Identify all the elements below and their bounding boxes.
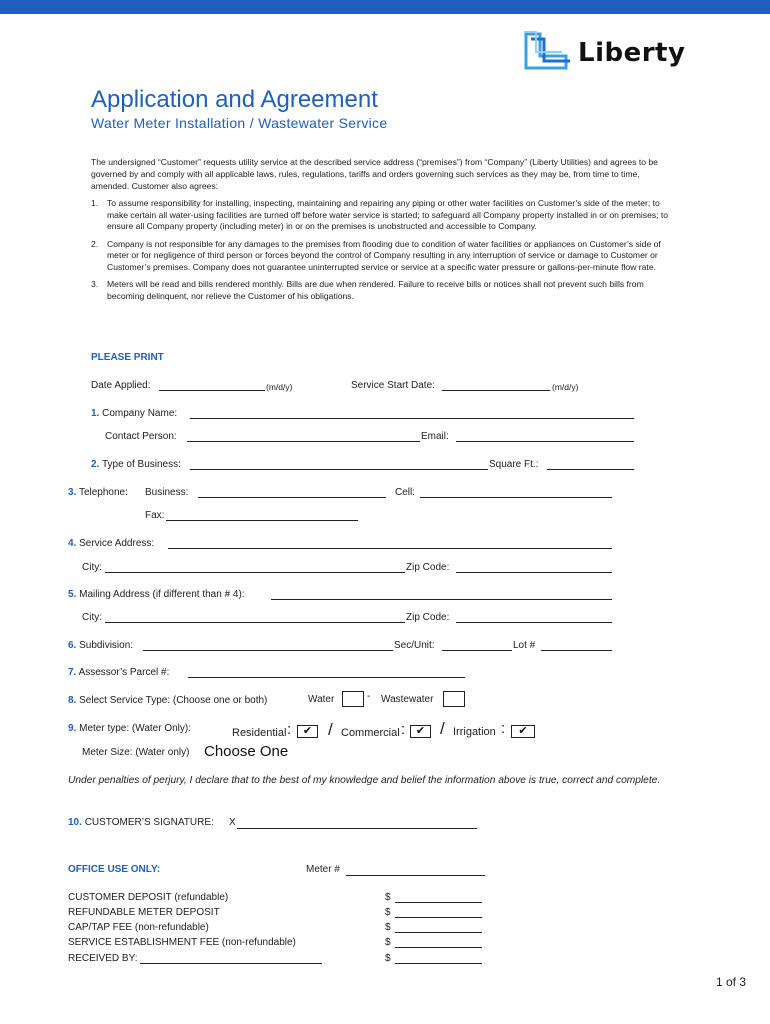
meter-number-label: Meter #	[306, 864, 340, 875]
currency-symbol: $	[385, 953, 391, 964]
city-label: City:	[82, 562, 102, 573]
lot-field[interactable]	[541, 650, 612, 651]
liberty-logo-text: Liberty	[578, 38, 686, 68]
office-use-heading: OFFICE USE ONLY:	[68, 864, 161, 875]
square-ft-field[interactable]	[547, 469, 634, 470]
meter-size-label: Meter Size: (Water only)	[82, 747, 190, 758]
terms-list	[91, 198, 671, 308]
cell-field[interactable]	[420, 497, 612, 498]
service-address-label	[68, 538, 154, 549]
lot-label: Lot #	[513, 640, 536, 651]
item-number: 1.	[91, 408, 100, 419]
fee-row-label: CUSTOMER DEPOSIT (refundable)	[68, 892, 229, 903]
water-checkbox[interactable]	[342, 691, 364, 707]
item-number: 6.	[68, 640, 77, 651]
page-subtitle: Water Meter Installation / Wastewater Service	[91, 115, 388, 131]
business-type-label	[91, 459, 181, 470]
term-number: 3.	[91, 279, 99, 289]
meter-number-field[interactable]	[346, 875, 485, 876]
fee-amount-field[interactable]	[395, 947, 482, 948]
fee-amount-field[interactable]	[395, 917, 482, 918]
business-type-field[interactable]	[190, 469, 488, 470]
zip-code-label: Zip Code:	[406, 562, 450, 573]
mailing-address-text: Mailing Address (if different than # 4):	[79, 589, 245, 600]
meter-separator: /	[440, 719, 445, 738]
date-applied-format: (m/d/y)	[266, 382, 293, 392]
service-start-format: (m/d/y)	[552, 382, 579, 392]
commercial-colon: :	[401, 721, 406, 738]
subdivision-text: Subdivision:	[79, 640, 134, 651]
company-name-text: Company Name:	[102, 408, 178, 419]
service-start-label: Service Start Date:	[351, 380, 435, 391]
item-number: 4.	[68, 538, 77, 549]
zip-code-field[interactable]	[456, 572, 612, 573]
service-start-field[interactable]	[442, 390, 550, 391]
currency-symbol: $	[385, 892, 391, 903]
mailing-city-label: City:	[82, 612, 102, 623]
fee-row-label: SERVICE ESTABLISHMENT FEE (non-refundable)	[68, 937, 296, 948]
residential-label: Residential	[232, 727, 287, 739]
currency-symbol: $	[385, 937, 391, 948]
signature-field[interactable]	[237, 828, 477, 829]
term-item	[91, 279, 671, 302]
commercial-label: Commercial	[341, 727, 400, 739]
date-applied-label: Date Applied:	[91, 380, 151, 391]
date-applied-field[interactable]	[159, 390, 265, 391]
signature-x: X	[229, 817, 236, 828]
meter-type-label	[68, 723, 191, 734]
mailing-zip-label: Zip Code:	[406, 612, 450, 623]
currency-symbol: $	[385, 922, 391, 933]
assessor-parcel-label	[68, 667, 169, 678]
telephone-text: Telephone:	[78, 487, 128, 498]
item-number: 10.	[68, 817, 82, 828]
fee-row-label: RECEIVED BY:	[68, 953, 138, 964]
term-text: To assume responsibility for installing, inspecting, maintaining and repairing any piping or other water facilities on Customer’s side of the meter; to make certain all water-using facilities are turned off before water service is started; to safeguard all Company property installed in or on premises; to ensure all Company property (including meter) in or on the premises is unobstructed and accessible to Company.	[107, 198, 669, 231]
fee-amount-field[interactable]	[395, 963, 482, 964]
square-ft-label: Square Ft.:	[489, 459, 539, 470]
item-number: 9.	[68, 723, 77, 734]
item-number: 8.	[68, 695, 77, 706]
cell-label: Cell:	[395, 487, 416, 498]
meter-size-select[interactable]: Choose One	[204, 743, 289, 760]
email-field[interactable]	[456, 441, 634, 442]
term-text: Meters will be read and bills rendered monthly. Bills are due when rendered. Failure to receive bills or notices shall not prevent such bills from becoming delinquent, nor relieve the Customer of his obligations.	[107, 279, 644, 301]
signature-text: CUSTOMER’S SIGNATURE:	[84, 817, 214, 828]
wastewater-label: Wastewater	[381, 694, 434, 705]
wastewater-checkbox[interactable]	[443, 691, 465, 707]
contact-person-field[interactable]	[187, 441, 420, 442]
service-type-label	[68, 695, 267, 706]
company-name-field[interactable]	[190, 418, 634, 419]
subdivision-field[interactable]	[143, 650, 393, 651]
business-phone-label: Business:	[145, 487, 189, 498]
perjury-statement: Under penalties of perjury, I declare that to the best of my knowledge and belief the information above is true, correct and complete.	[68, 775, 661, 786]
fee-row-label: REFUNDABLE METER DEPOSIT	[68, 907, 220, 918]
company-name-label	[91, 408, 177, 419]
item-number: 2.	[91, 459, 100, 470]
irrigation-checkbox[interactable]: ✔	[511, 725, 535, 738]
assessor-parcel-field[interactable]	[188, 677, 465, 678]
email-label: Email:	[421, 431, 449, 442]
contact-person-label: Contact Person:	[105, 431, 177, 442]
assessor-parcel-text: Assessor’s Parcel #:	[78, 667, 170, 678]
meter-type-text: Meter type: (Water Only):	[79, 723, 191, 734]
currency-symbol: $	[385, 907, 391, 918]
fee-row-label: CAP/TAP FEE (non-refundable)	[68, 922, 209, 933]
page-title: Application and Agreement	[91, 86, 378, 113]
term-number: 2.	[91, 238, 99, 249]
item-number: 7.	[68, 667, 77, 678]
business-phone-field[interactable]	[198, 497, 386, 498]
residential-colon: :	[287, 721, 292, 738]
term-number: 1.	[91, 198, 99, 208]
water-label: Water	[308, 694, 335, 705]
subdivision-label	[68, 640, 133, 651]
sec-unit-field[interactable]	[442, 650, 512, 651]
item-number: 5.	[68, 589, 77, 600]
mailing-zip-field[interactable]	[456, 622, 612, 623]
service-address-field[interactable]	[168, 548, 612, 549]
top-color-bar	[0, 0, 770, 14]
business-type-text: Type of Business:	[101, 459, 181, 470]
sec-unit-label: Sec/Unit:	[394, 640, 435, 651]
please-print-heading: PLEASE PRINT	[91, 352, 164, 363]
city-field[interactable]	[105, 572, 405, 573]
fax-field[interactable]	[166, 520, 358, 521]
telephone-label	[68, 487, 128, 498]
intro-paragraph: The undersigned “Customer” requests utility service at the described service address (“premises”) from “Company” (Liberty Utilities) and agrees to be governed by and comply with all applicable laws, rules, regulations, tariffs and orders governing such services as they may be, from time to time, amended. Customer also agrees:	[91, 157, 658, 191]
service-address-text: Service Address:	[79, 538, 155, 549]
page-number: 1 of 3	[716, 975, 747, 989]
commercial-checkbox[interactable]: ✔	[410, 725, 431, 738]
mailing-city-field[interactable]	[105, 622, 405, 623]
fee-amount-field[interactable]	[395, 932, 482, 933]
service-type-text: Select Service Type: (Choose one or both)	[79, 695, 268, 706]
item-number: 3.	[68, 487, 77, 498]
liberty-logo-icon	[522, 30, 574, 72]
irrigation-colon: :	[501, 720, 506, 737]
term-text: Company is not responsible for any damages to the premises from flooding due to condition of water facilities or appliances on Customer’s side of meter or for negligence of third person or forces beyond the control of Company resulting in any interruption of service or damage to Customer or Customer’s premises. Company does not guarantee uninterrupted service or service at a specific water pressure or gallons-per-minute flow rate.	[107, 238, 661, 272]
service-type-dash: -	[367, 691, 371, 702]
received-by-field[interactable]	[140, 963, 322, 964]
mailing-address-field[interactable]	[271, 599, 612, 600]
fax-label: Fax:	[145, 510, 165, 521]
term-item	[91, 239, 671, 274]
mailing-address-label	[68, 589, 245, 600]
fee-amount-field[interactable]	[395, 902, 482, 903]
signature-label	[68, 817, 214, 828]
meter-separator: /	[328, 720, 333, 739]
liberty-logo	[522, 30, 697, 72]
residential-checkbox[interactable]: ✔	[297, 725, 318, 738]
term-item	[91, 198, 671, 233]
irrigation-label: Irrigation	[453, 726, 496, 738]
